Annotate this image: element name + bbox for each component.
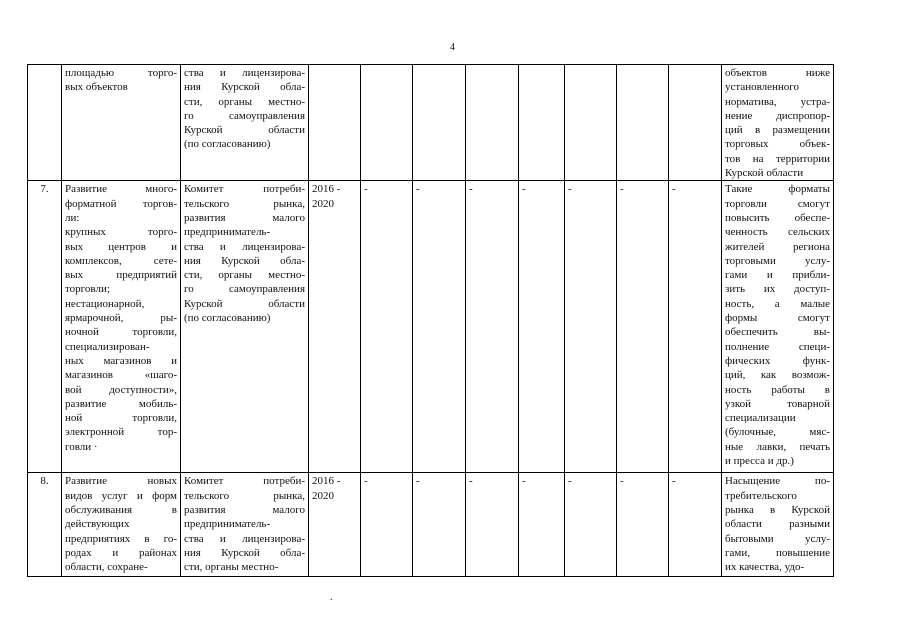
cell-line: (по согласованию) [184, 312, 271, 325]
table-row [28, 65, 834, 181]
cell-line: их качества, удо- [725, 561, 805, 574]
executor-cell [181, 473, 309, 577]
cell-line: ных магазинов и [65, 354, 177, 367]
cell-line: торговли смогут [725, 197, 830, 210]
cell-line: Комитет потреби- [184, 183, 305, 196]
cell-line: форматной торгов- [65, 197, 177, 210]
cell-line: Развитие много- [65, 183, 177, 196]
value-cell: - [669, 473, 722, 577]
cell-line: электронной тор- [65, 426, 177, 439]
cell-line: Комитет потреби- [184, 475, 305, 488]
cell-line: говли · [65, 440, 98, 453]
cell-line: ность, а малые [725, 297, 830, 310]
cell-line: сти, органы местно- [184, 269, 305, 282]
value-cell [361, 65, 413, 181]
cell-line: норматива, устра- [725, 95, 830, 108]
cell-line: вых предприятий [65, 269, 177, 282]
cell-line: требительского [725, 489, 797, 502]
cell-line: ли: [65, 211, 80, 224]
cell-line: повысить обеспе- [725, 211, 830, 224]
cell-line: развития малого [184, 503, 305, 516]
cell-line: ченность сельских [725, 226, 830, 239]
cell-line: Курской области [184, 124, 305, 137]
cell-line: 2016 - [312, 475, 341, 488]
cell-line: Курской области [184, 297, 305, 310]
cell-line: торговых объек- [725, 138, 830, 151]
value-cell: - [617, 181, 669, 473]
cell-line: вых объектов [65, 81, 128, 94]
cell-line: формы смогут [725, 312, 830, 325]
cell-line: бытовыми услу- [725, 532, 830, 545]
cell-line: предприниматель- [184, 518, 271, 531]
cell-line: развития малого [184, 211, 305, 224]
cell-line: ния Курской обла- [184, 546, 305, 559]
cell-line: предприниматель- [184, 226, 271, 239]
measure-cell [62, 65, 181, 181]
cell-line: фических функ- [725, 354, 830, 367]
cell-line: ства и лицензирова- [184, 67, 305, 79]
cell-line: ные лавки, печать [725, 440, 830, 453]
value-cell: - [361, 473, 413, 577]
cell-line: ночной торговли, [65, 326, 177, 339]
cell-line: ния Курской обла- [184, 81, 305, 94]
cell-line: нестационарной, [65, 297, 145, 310]
cell-line: площадью торго- [65, 67, 177, 79]
value-cell: - [565, 181, 617, 473]
value-cell [519, 65, 565, 181]
cell-line: специализации [725, 412, 796, 425]
value-cell [669, 65, 722, 181]
measure-cell [62, 473, 181, 577]
cell-line: ций, как возмож- [725, 369, 830, 382]
cell-line: развитие мобиль- [65, 397, 177, 410]
value-cell: - [565, 473, 617, 577]
cell-line: ния Курской обла- [184, 254, 305, 267]
value-cell: - [361, 181, 413, 473]
value-cell [466, 65, 519, 181]
cell-line: торговыми услу- [725, 254, 830, 267]
cell-line: вой доступности», [65, 383, 177, 396]
value-cell: - [519, 181, 565, 473]
cell-line: жителей региона [725, 240, 830, 253]
cell-line: действующих [65, 518, 130, 531]
footer-mark: . [330, 592, 333, 603]
cell-line: крупных торго- [65, 226, 177, 239]
value-cell: - [466, 181, 519, 473]
cell-line: Развитие новых [65, 475, 177, 488]
cell-line: установленного [725, 81, 800, 94]
cell-line: го самоуправления [184, 109, 305, 122]
cell-line: тов на территории [725, 152, 830, 165]
cell-line: видов услуг и форм [65, 489, 177, 502]
cell-line: ций в размещении [725, 124, 830, 137]
cell-line: 2020 [312, 489, 334, 502]
cell-line: го самоуправления [184, 283, 305, 296]
cell-line: сти, органы местно- [184, 95, 305, 108]
period-cell [309, 181, 361, 473]
cell-line: узкой товарной [725, 397, 830, 410]
cell-line: тельского рынка, [184, 197, 305, 210]
result-cell [722, 473, 834, 577]
cell-line: специализирован- [65, 340, 150, 353]
cell-line: и пресса и др.) [725, 455, 794, 468]
cell-line: тельского рынка, [184, 489, 305, 502]
row-number: 8. [28, 473, 62, 577]
cell-line: полнение специ- [725, 340, 830, 353]
cell-line: предприятиях в го- [65, 532, 177, 545]
cell-line: обслуживания в [65, 503, 177, 516]
measures-table [27, 64, 834, 577]
value-cell: - [669, 181, 722, 473]
cell-line: объектов ниже [725, 67, 830, 79]
period-cell [309, 473, 361, 577]
executor-cell [181, 181, 309, 473]
value-cell: - [617, 473, 669, 577]
cell-line: области, сохране- [65, 561, 148, 574]
value-cell: - [466, 473, 519, 577]
value-cell [565, 65, 617, 181]
cell-line: торговли; [65, 283, 110, 296]
value-cell: - [413, 181, 466, 473]
cell-line: рынка в Курской [725, 503, 830, 516]
cell-line: обеспечить вы- [725, 326, 830, 339]
cell-line: зить их доступ- [725, 283, 830, 296]
cell-line: Такие форматы [725, 183, 830, 196]
executor-cell [181, 65, 309, 181]
cell-line: 2020 [312, 197, 334, 210]
period-cell [309, 65, 361, 181]
cell-line: Насыщение по- [725, 475, 830, 488]
cell-line: (булочные, мяс- [725, 426, 830, 439]
cell-line: Курской области [725, 167, 804, 180]
page-number: 4 [450, 42, 455, 53]
cell-line: сти, органы местно- [184, 561, 279, 574]
value-cell: - [413, 473, 466, 577]
result-cell [722, 181, 834, 473]
cell-line: ства и лицензирова- [184, 532, 305, 545]
measure-cell [62, 181, 181, 473]
value-cell [617, 65, 669, 181]
cell-line: 2016 - [312, 183, 341, 196]
cell-line: ярмарочной, ры- [65, 312, 177, 325]
cell-line: ной торговли, [65, 412, 177, 425]
cell-line: области разными [725, 518, 830, 531]
value-cell: - [519, 473, 565, 577]
row-number: 7. [28, 181, 62, 473]
table-row [28, 181, 834, 473]
result-cell [722, 65, 834, 181]
cell-line: гами и прибли- [725, 269, 830, 282]
cell-line: ность работы в [725, 383, 830, 396]
cell-line: магазинов «шаго- [65, 369, 177, 382]
table-body [28, 65, 834, 577]
cell-line: родах и районах [65, 546, 177, 559]
value-cell [413, 65, 466, 181]
cell-line: нение диспропор- [725, 109, 830, 122]
table-row [28, 473, 834, 577]
cell-line: вых центров и [65, 240, 177, 253]
cell-line: (по согласованию) [184, 138, 271, 151]
row-number [28, 65, 62, 181]
cell-line: гами, повышение [725, 546, 830, 559]
cell-line: ства и лицензирова- [184, 240, 305, 253]
cell-line: комплексов, сете- [65, 254, 177, 267]
